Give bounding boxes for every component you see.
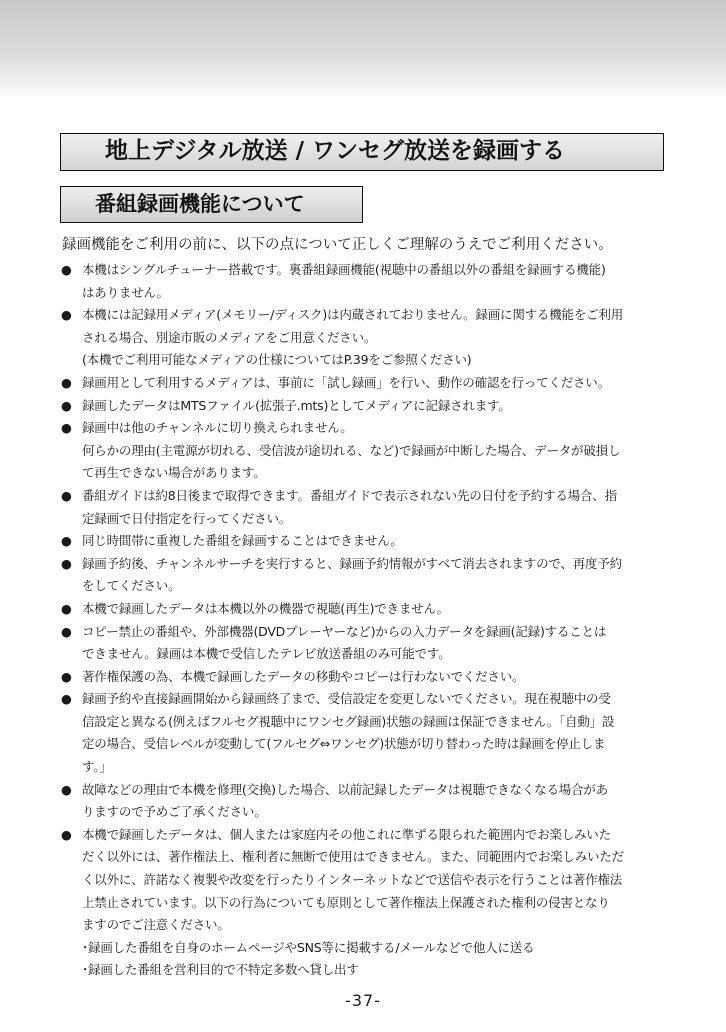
notes-list bbox=[60, 259, 680, 982]
bullet-icon: ● bbox=[61, 262, 72, 277]
bullet-icon: ● bbox=[61, 668, 72, 684]
note-item bbox=[60, 417, 680, 485]
note-line: 本機はシングルチューナー搭載です。裏番組録画機能(視聴中の番組以外の番組を録画する機能) bbox=[82, 262, 606, 277]
note-line: りますので予めご了承ください。 bbox=[82, 804, 267, 820]
note-line: 上禁止されています。以下の行為についても原則として著作権法上保護された権利の侵害となり bbox=[82, 894, 610, 910]
note-line: できません。録画は本機で受信したテレビ放送番組のみ可能です。 bbox=[82, 646, 451, 662]
note-line: 本機には記録用メディア(メモリー/ディスク)は内蔵されておりません。録画に関する機能をご利用 bbox=[82, 307, 624, 323]
note-line: 本機で録画したデータは本機以外の機器で視聴(再生)できません。 bbox=[82, 600, 449, 616]
bullet-icon: ● bbox=[61, 420, 72, 436]
page-title: 地上デジタル放送 / ワンセグ放送を録画する bbox=[60, 133, 664, 171]
note-item bbox=[60, 688, 680, 778]
note-line: 定の場合、受信レベルが変動して(フルセグ⇔ワンセグ)状態が切り替わった時は録画を停止しま bbox=[82, 736, 606, 752]
note-line: て再生できない場合があります。 bbox=[82, 465, 266, 481]
note-line: (本機でご利用可能なメディアの仕様についてはP.39をご参照ください) bbox=[82, 352, 472, 368]
top-gradient-band bbox=[0, 0, 726, 98]
section-heading: 番組録画機能について bbox=[60, 186, 363, 223]
bullet-icon: ● bbox=[61, 533, 72, 549]
note-line: される場合、別途市販のメディアをご用意ください。 bbox=[82, 329, 377, 345]
note-line: はありません。 bbox=[82, 284, 169, 300]
note-item bbox=[60, 666, 680, 689]
bullet-icon: ● bbox=[61, 397, 72, 413]
bullet-icon: ● bbox=[61, 826, 72, 842]
note-item bbox=[60, 553, 680, 598]
note-line: 本機で録画したデータは、個人または家庭内その他これに準ずる限られた範囲内でお楽しみいた bbox=[82, 826, 611, 842]
note-line: 何らかの理由(主電源が切れる、受信波が途切れる、など)で録画が中断した場合、データが破損し bbox=[82, 442, 621, 458]
note-line: 信設定と異なる(例えばフルセグ視聴中にワンセグ録画)状態の録画は保証できません。「自動」設 bbox=[82, 713, 615, 729]
note-line: ･録画した番組を自身のホームページやSNS等に掲載する/メールなどで他人に送る bbox=[82, 939, 535, 955]
note-line: す。」 bbox=[82, 759, 112, 775]
note-line: 録画用として利用するメディアは、事前に「試し録画」を行い、動作の確認を行ってください。 bbox=[82, 374, 610, 390]
note-line: ･録画した番組を営利目的で不特定多数へ貸し出す bbox=[82, 962, 359, 978]
page-number: -37- bbox=[345, 991, 381, 1010]
note-line: コピー禁止の番組や、外部機器(DVDプレーヤーなど)からの入力データを録画(記録)することは bbox=[82, 623, 607, 639]
note-line: 録画予約後、チャンネルサーチを実行すると、録画予約情報がすべて消去されますので、再度予約 bbox=[82, 555, 622, 571]
note-item bbox=[60, 259, 680, 304]
note-item bbox=[60, 372, 680, 395]
note-item bbox=[60, 621, 680, 666]
bullet-icon: ● bbox=[61, 623, 72, 639]
note-item bbox=[60, 485, 680, 530]
note-item bbox=[60, 530, 680, 553]
note-line: 著作権保護の為、本機で録画したデータの移動やコピーは行わないでください。 bbox=[82, 668, 525, 684]
note-item bbox=[60, 304, 680, 372]
note-line: 定録画で日付指定を行ってください。 bbox=[82, 510, 292, 526]
note-item bbox=[60, 779, 680, 824]
note-line: をしてください。 bbox=[82, 578, 181, 594]
bullet-icon: ● bbox=[61, 600, 72, 616]
bullet-icon: ● bbox=[61, 307, 72, 323]
bullet-icon: ● bbox=[61, 487, 72, 503]
bullet-icon: ● bbox=[61, 555, 72, 571]
note-line: 番組ガイドは約8日後まで取得できます。番組ガイドで表示されない先の日付を予約する場合、指 bbox=[82, 487, 617, 503]
note-line: 録画したデータはMTSファイル(拡張子.mts)としてメディアに記録されます。 bbox=[82, 397, 511, 413]
intro-text: 録画機能をご利用の前に、以下の点について正しくご理解のうえでご利用ください。 bbox=[62, 237, 613, 253]
bullet-icon: ● bbox=[61, 781, 72, 797]
note-line: く以外に、許諾なく複製や改変を行ったりインターネットなどで送信や表示を行うことは著作権法 bbox=[82, 872, 623, 888]
note-item bbox=[60, 395, 680, 418]
note-line: 故障などの理由で本機を修理(交換)した場合、以前記録したデータは視聴できなくなる場合があ bbox=[82, 781, 608, 797]
bullet-icon: ● bbox=[61, 691, 72, 707]
note-line: 同じ時間帯に重複した番組を録画することはできません。 bbox=[82, 533, 403, 549]
bullet-icon: ● bbox=[61, 374, 72, 390]
note-line: 録画予約や直接録画開始から録画終了まで、受信設定を変更しないでください。現在視聴中の受 bbox=[82, 691, 611, 707]
note-line: だく以外には、著作権法上、権利者に無断で使用はできません。また、同範囲内でお楽しみいただ bbox=[82, 849, 624, 865]
note-line: ますのでご注意ください。 bbox=[82, 917, 230, 933]
note-item bbox=[60, 598, 680, 621]
note-line: 録画中は他のチャンネルに切り換えられません。 bbox=[82, 420, 353, 436]
note-item bbox=[60, 824, 680, 982]
